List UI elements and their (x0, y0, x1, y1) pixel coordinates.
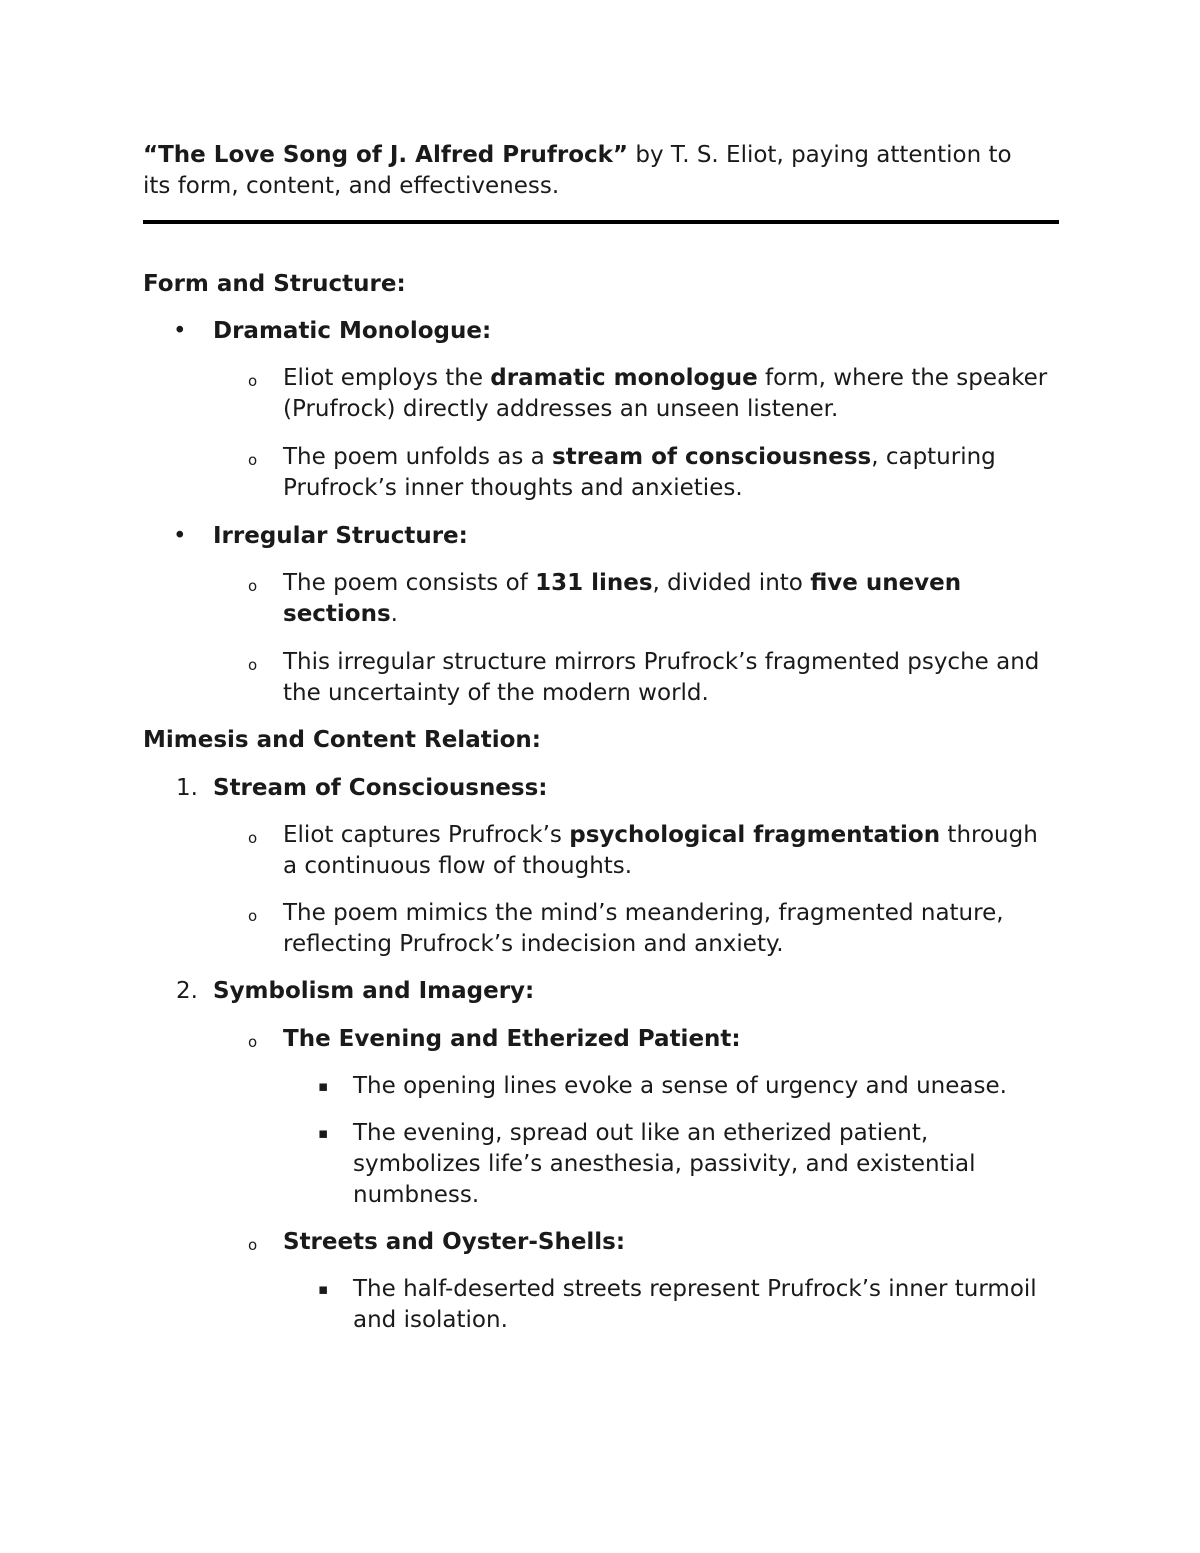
sub-item (143, 568, 1059, 630)
circle-bullet-icon: o (248, 907, 258, 925)
item-label: Irregular Structure: (213, 523, 468, 549)
sub-item-text: Eliot employs the (283, 365, 491, 391)
section-heading-form: Form and Structure: (143, 271, 406, 297)
circle-bullet-icon: o (248, 451, 258, 469)
bullet-icon: • (173, 523, 187, 549)
list-number: 1. (176, 775, 198, 801)
sub-item-emphasis: five uneven sections (283, 570, 962, 627)
sub-item (143, 1227, 1059, 1258)
square-bullet-icon: ▪ (318, 1077, 329, 1095)
sub-item-emphasis: dramatic monologue (490, 365, 758, 391)
poem-title: “The Love Song of J. Alfred Prufrock” (143, 142, 629, 168)
point-text: The half-deserted streets represent Prufrock’s inner turmoil and isolation. (353, 1276, 1037, 1333)
circle-bullet-icon: o (248, 577, 258, 595)
sub-item-text: , divided into (652, 570, 811, 596)
sub-item-emphasis: 131 lines (535, 570, 653, 596)
circle-bullet-icon: o (248, 372, 258, 390)
point-text: The opening lines evoke a sense of urgency and unease. (353, 1073, 1007, 1099)
sub-item-text: , capturing Prufrock’s inner thoughts and anxieties. (283, 444, 996, 501)
circle-bullet-icon: o (248, 1033, 258, 1051)
point-item (143, 1118, 1059, 1211)
sub-item (143, 1024, 1059, 1055)
list-number: 2. (176, 978, 198, 1004)
intro-text-2: its form, content, and effectiveness. (143, 173, 560, 199)
circle-bullet-icon: o (248, 656, 258, 674)
section-heading-mimesis: Mimesis and Content Relation: (143, 727, 541, 753)
point-item (143, 1071, 1059, 1102)
document-page (143, 140, 1059, 1336)
sub-item-text: The poem mimics the mind’s meandering, fragmented nature, reflecting Prufrock’s indecision and anxiety. (283, 900, 1004, 957)
list-item-stream-of-consciousness (143, 773, 1059, 804)
sub-item-text: The poem consists of (283, 570, 536, 596)
sub-item (143, 820, 1059, 882)
sub-item-text: through a continuous flow of thoughts. (283, 822, 1038, 879)
circle-bullet-icon: o (248, 829, 258, 847)
square-bullet-icon: ▪ (318, 1280, 329, 1298)
sub-item (143, 442, 1059, 504)
item-label: Stream of Consciousness: (213, 775, 548, 801)
sub-item-label: The Evening and Etherized Patient: (283, 1026, 741, 1052)
circle-bullet-icon: o (248, 1236, 258, 1254)
list-item-symbolism-imagery (143, 976, 1059, 1007)
bullet-icon: • (173, 318, 187, 344)
sub-item (143, 898, 1059, 960)
horizontal-rule (143, 220, 1059, 224)
sub-item (143, 647, 1059, 709)
sub-item-text: . (390, 601, 398, 627)
square-bullet-icon: ▪ (318, 1124, 329, 1142)
sub-item-emphasis: stream of consciousness (552, 444, 872, 470)
sub-item (143, 363, 1059, 425)
point-item (143, 1274, 1059, 1336)
intro-paragraph (143, 140, 1059, 202)
list-item-irregular-structure (143, 521, 1059, 552)
sub-item-text: This irregular structure mirrors Prufrock’s fragmented psyche and the uncertainty of the modern world. (283, 649, 1040, 706)
intro-text-1: by T. S. Eliot, paying attention to (628, 142, 1012, 168)
sub-item-emphasis: psychological fragmentation (569, 822, 941, 848)
item-label: Dramatic Monologue: (213, 318, 492, 344)
sub-item-label: Streets and Oyster-Shells: (283, 1229, 626, 1255)
list-item-dramatic-monologue (143, 316, 1059, 347)
sub-item-text: form, where the speaker (Prufrock) directly addresses an unseen listener. (283, 365, 1048, 422)
sub-item-text: The poem unfolds as a (283, 444, 553, 470)
point-text: The evening, spread out like an etherized patient, symbolizes life’s anesthesia, passivity, and existential numbness. (353, 1120, 976, 1208)
sub-item-text: Eliot captures Prufrock’s (283, 822, 570, 848)
item-label: Symbolism and Imagery: (213, 978, 535, 1004)
